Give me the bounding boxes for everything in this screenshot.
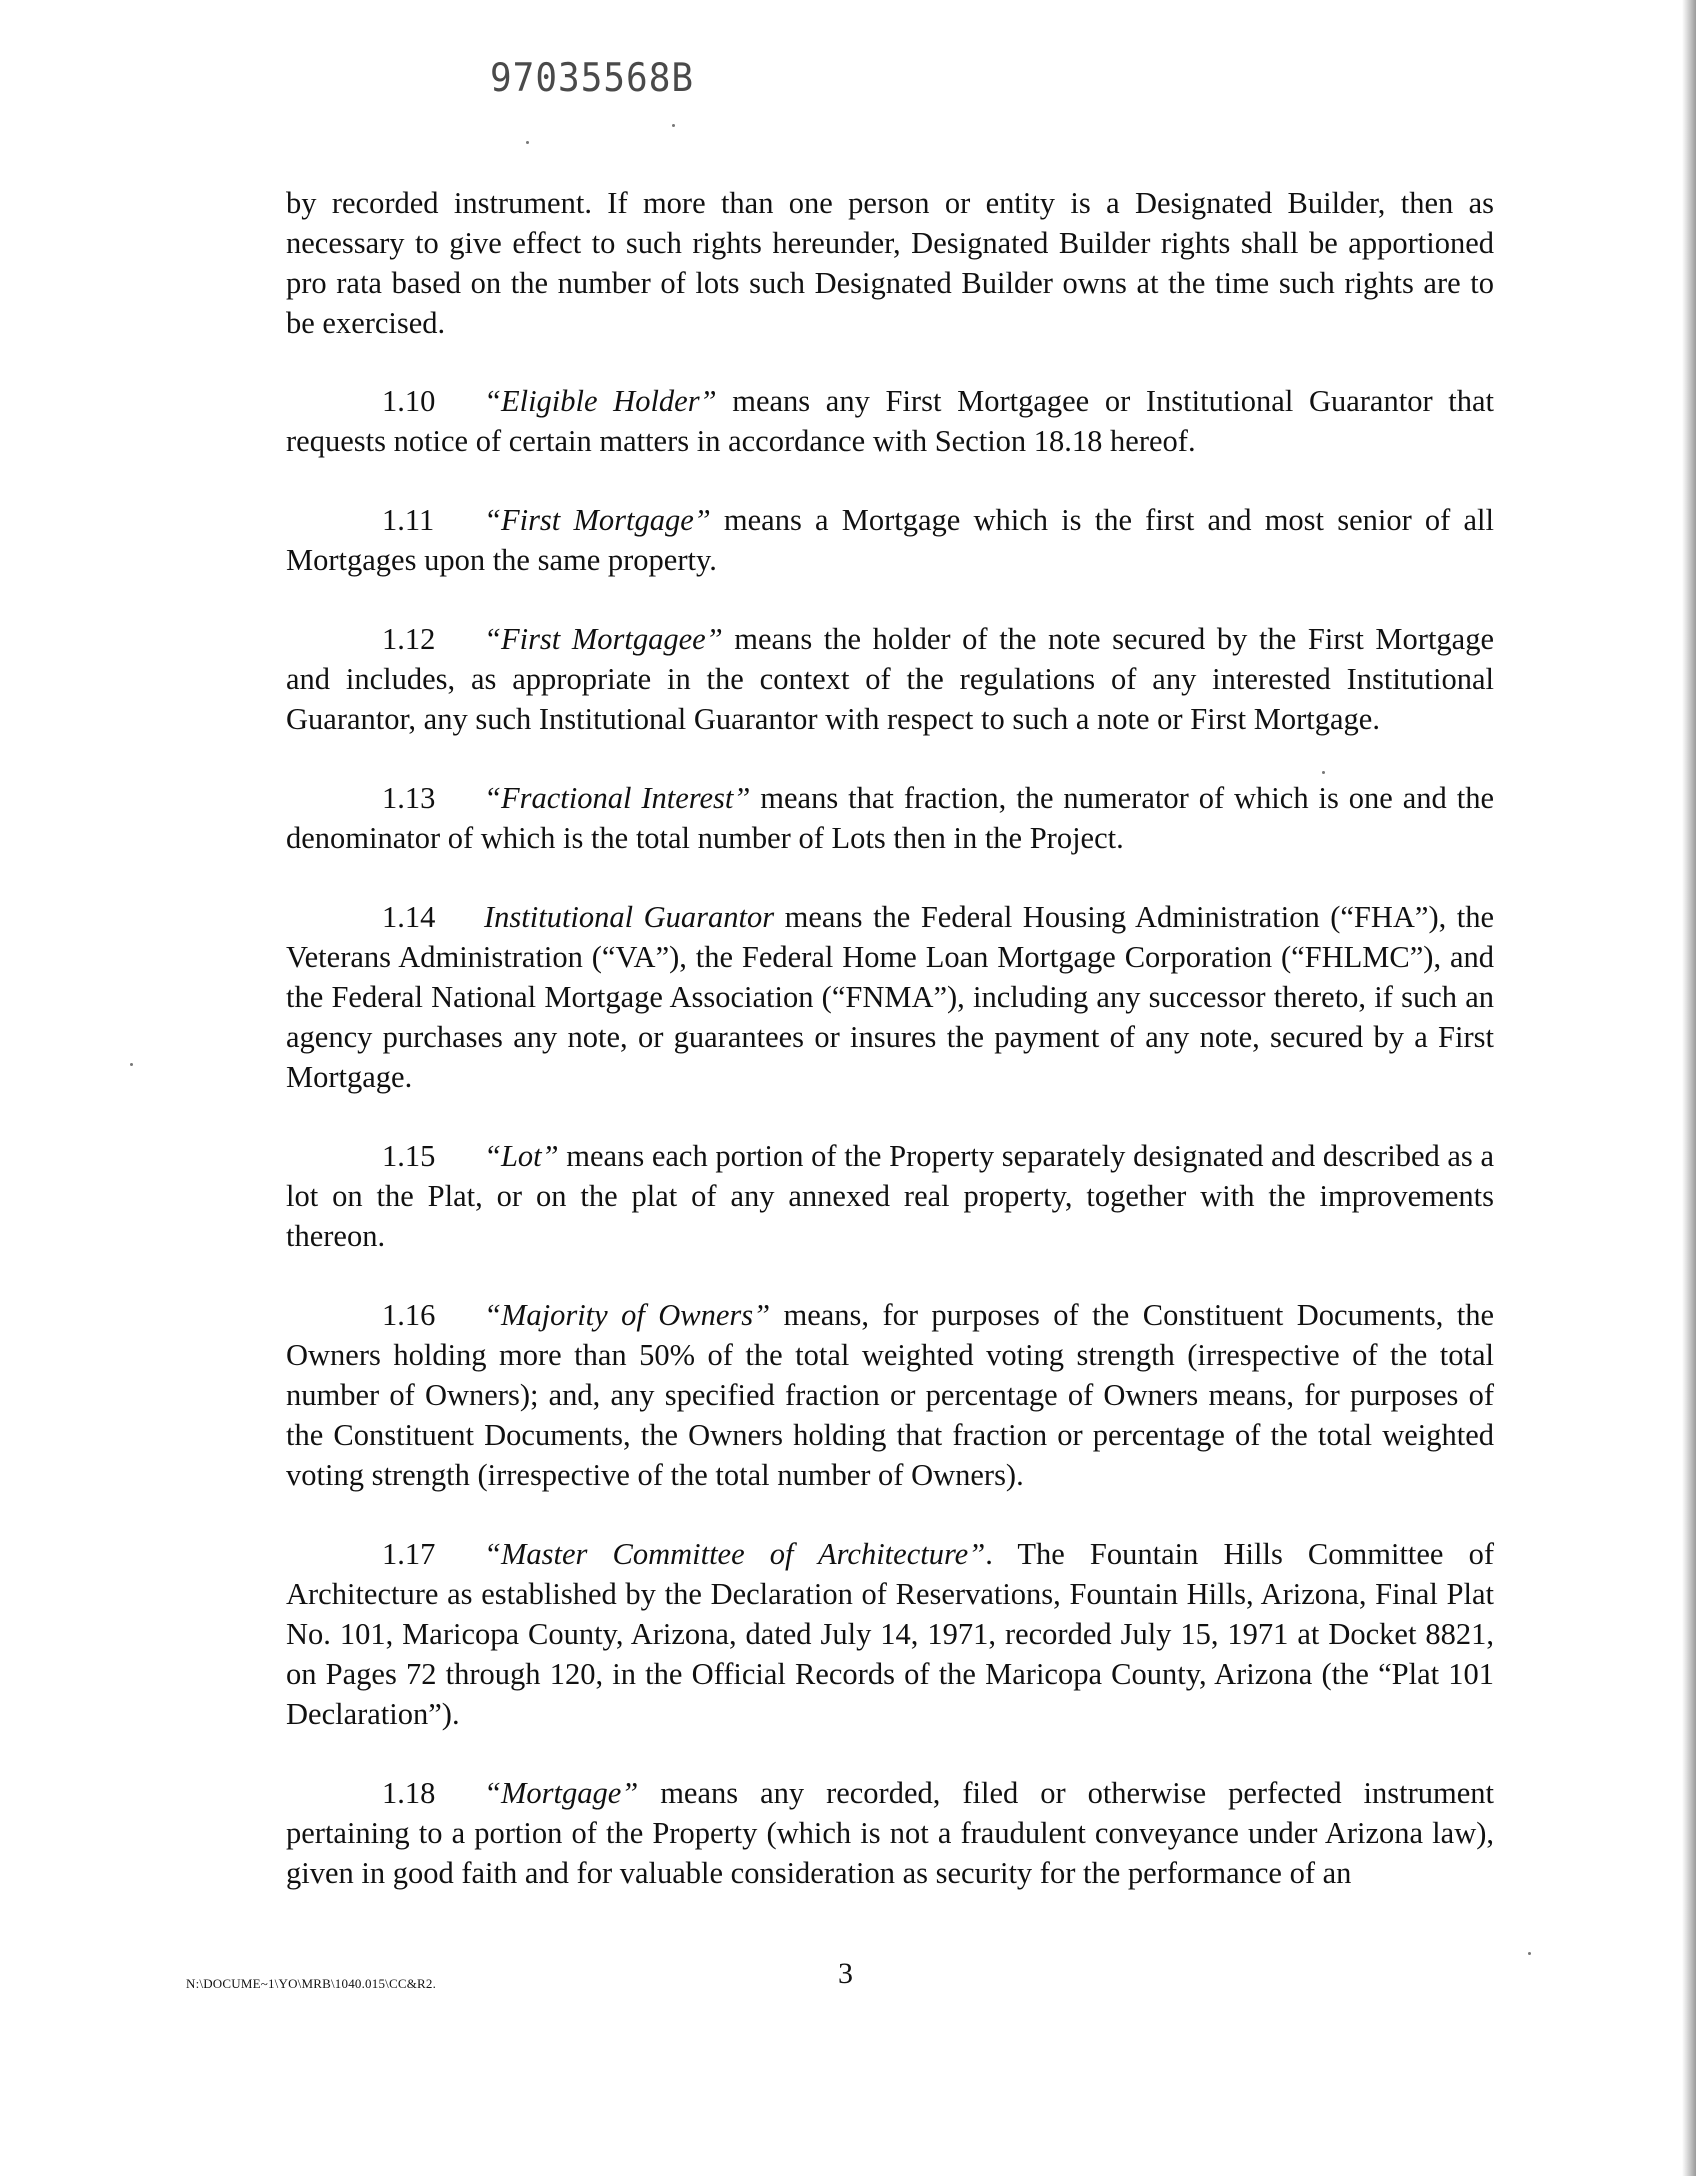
page-number: 3 bbox=[838, 1957, 853, 1990]
footer-file-path: N:\DOCUME~1\YO\MRB\1040.015\CC&R2. bbox=[186, 1976, 437, 1991]
section-number: 1.18 bbox=[382, 1776, 436, 1810]
document-body bbox=[286, 183, 1494, 1932]
section-number: 1.10 bbox=[382, 384, 436, 418]
section-number: 1.13 bbox=[382, 781, 436, 815]
scan-speck bbox=[526, 141, 529, 144]
defined-term: “Majority of Owners” bbox=[484, 1298, 771, 1332]
section-1-14 bbox=[286, 897, 1494, 1097]
defined-term: Institutional Guarantor bbox=[484, 900, 775, 934]
section-number: 1.17 bbox=[382, 1537, 436, 1571]
opening-paragraph: by recorded instrument. If more than one person or entity is a Designated Builder, then as necessary to give effect to such rights hereunder, Designated Builder rights shall be apportioned pro rata based on the number of lots such Designated Builder owns at the time such rights are to be exercised. bbox=[286, 186, 1494, 340]
defined-term: “First Mortgagee” bbox=[484, 622, 723, 656]
section-1-12 bbox=[286, 619, 1494, 739]
section-number: 1.12 bbox=[382, 622, 436, 656]
scan-edge-shadow bbox=[1682, 0, 1696, 2176]
section-text: means, for purposes of the Constituent Documents, the Owners holding more than 50% of the total weighted voting strength (irrespective of the total number of Owners); and, any specified fraction or percentage of Owners means, for purposes of the Constituent Documents, the Owners holding that fraction or percentage of the total weighted voting strength (irrespective of the total number of Owners). bbox=[286, 1298, 1494, 1492]
section-number: 1.11 bbox=[382, 503, 435, 537]
section-text: means a Mortgage which is the first and most senior of all Mortgages upon the same property. bbox=[286, 503, 1494, 577]
section-1-17 bbox=[286, 1534, 1494, 1734]
section-text: means the holder of the note secured by the First Mortgage and includes, as appropriate in the context of the regulations of any interested Institutional Guarantor, any such Institutional Guarantor with respect to such a note or First Mortgage. bbox=[286, 622, 1494, 736]
section-text: means any First Mortgagee or Institutional Guarantor that requests notice of certain matters in accordance with Section 18.18 hereof. bbox=[286, 384, 1494, 458]
section-1-15 bbox=[286, 1136, 1494, 1256]
section-1-16 bbox=[286, 1295, 1494, 1495]
section-text: means that fraction, the numerator of which is one and the denominator of which is the total number of Lots then in the Project. bbox=[286, 781, 1494, 855]
recording-stamp-number: 97035568B bbox=[490, 55, 695, 102]
section-text: means each portion of the Property separately designated and described as a lot on the Plat, or on the plat of any annexed real property, together with the improvements thereon. bbox=[286, 1139, 1494, 1253]
scan-speck bbox=[1528, 1952, 1531, 1955]
section-text: . The Fountain Hills Committee of Architecture as established by the Declaration of Reservations, Fountain Hills, Arizona, Final Plat No. 101, Maricopa County, Arizona, dated July 14, 1971, recorded July 15, 1971 at Docket 8821, on Pages 72 through 120, in the Official Records of the Maricopa County, Arizona (the “Plat 101 Declaration”). bbox=[286, 1537, 1494, 1731]
section-number: 1.16 bbox=[382, 1298, 436, 1332]
section-text: means the Federal Housing Administration (“FHA”), the Veterans Administration (“VA”), the Federal Home Loan Mortgage Corporation (“FHLMC”), and the Federal National Mortgage Association (“FNMA”), including any successor thereto, if such an agency purchases any note, or guarantees or insures the payment of any note, secured by a First Mortgage. bbox=[286, 900, 1495, 1094]
defined-term: “Master Committee of Architecture” bbox=[484, 1537, 986, 1571]
scan-speck bbox=[672, 124, 675, 127]
section-1-10 bbox=[286, 381, 1494, 461]
defined-term: “First Mortgage” bbox=[484, 503, 711, 537]
defined-term: “Lot” bbox=[484, 1139, 559, 1173]
section-1-13 bbox=[286, 778, 1494, 858]
section-1-11 bbox=[286, 500, 1494, 580]
section-number: 1.14 bbox=[382, 900, 436, 934]
scan-speck bbox=[130, 1063, 133, 1066]
defined-term: “Fractional Interest” bbox=[484, 781, 751, 815]
section-text: means any recorded, filed or otherwise perfected instrument pertaining to a portion of the Property (which is not a fraudulent conveyance under Arizona law), given in good faith and for valuable consideration as security for the performance of an bbox=[286, 1776, 1494, 1890]
section-1-18 bbox=[286, 1773, 1494, 1893]
defined-term: “Mortgage” bbox=[484, 1776, 639, 1810]
defined-term: “Eligible Holder” bbox=[484, 384, 717, 418]
section-number: 1.15 bbox=[382, 1139, 436, 1173]
